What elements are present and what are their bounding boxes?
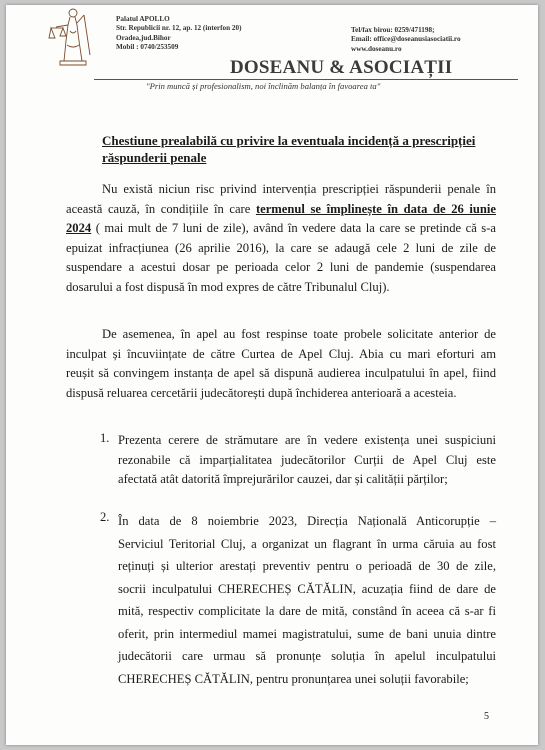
paragraph-line: De asemenea, în apel au fost respinse toate probele solicitate anterior de: [102, 327, 496, 341]
paragraph-line: [66, 200, 496, 220]
firm-name: DOSEANU & ASOCIAȚII: [230, 57, 453, 78]
paragraph-line: inculpat și încuviințate de către Curtea de Apel Cluj. Abia cu mari eforturi am: [66, 346, 496, 361]
address-line: Mobil : 0740/253509: [116, 43, 179, 52]
list-item-line: mită, respectiv complicitate la dare de mită, constând în aceea că s-ar fi: [118, 604, 496, 618]
list-item-2: [118, 510, 496, 690]
list-item-line: rezonabile că imparțialitatea judecătorilor Curții de Apel Cluj este: [118, 452, 496, 467]
list-item-line: În data de 8 noiembrie 2023, Direcția Națională Anticorupție –: [118, 514, 496, 528]
letterhead-address: [116, 15, 241, 53]
paragraph-prescription: [66, 180, 496, 298]
justice-logo: [48, 5, 94, 67]
address-line: Oradea,jud.Bihor: [116, 33, 171, 42]
section-title: [102, 132, 502, 166]
address-line: Palatul APOLLO: [116, 15, 170, 23]
list-item-line: Serviciul Teritorial Cluj, a organizat un flagrant în urma căruia au fost: [118, 536, 496, 551]
list-item-line: [118, 578, 496, 601]
text-run: această cauză, în condițiile în care: [66, 201, 256, 216]
firm-motto: "Prin muncă și profesionalism, noi înclinăm balanța în favoarea ta": [146, 81, 381, 91]
list-item-line: judecătorii care urmau să pronunțe soluția în apelul inculpatului: [118, 649, 496, 663]
contact-phone: Tel/fax birou: 0259/471198;: [351, 26, 435, 34]
list-number: 1.: [100, 431, 110, 445]
letterhead-divider: [94, 79, 518, 80]
list-item-line: reținuți și ulterior arestați preventiv pentru o perioadă de 30 de zile,: [118, 559, 496, 573]
list-item-line: Prezenta cerere de strămutare are în vedere existența unei suspiciuni: [118, 433, 496, 447]
paragraph-line: [66, 219, 496, 239]
paragraph-line: dispusă reluarea cercetării judecătorești după închiderea anterioară a acesteia.: [66, 385, 457, 400]
list-number: 2.: [100, 510, 110, 524]
paragraph-appeal: [66, 325, 496, 403]
paragraph-line: suspendare a acestui dosar pe perioada celor 2 luni de pandemie (suspendarea: [66, 260, 496, 275]
text-run: socrii inculpatului: [118, 581, 219, 596]
paragraph-line: dosarului a fost dispusă în mod expres de către Tribunalul Cluj).: [66, 279, 390, 294]
paragraph-line: reușit să convingem instanța de apel să dispună audierea inculpatului în apel, fiind: [66, 366, 496, 381]
letterhead-contact: [351, 26, 461, 54]
list-item-1: [118, 431, 496, 490]
paragraph-line: Nu există niciun risc privind intervenția prescripției răspunderii penale în: [102, 182, 496, 196]
contact-website: www.doseanu.ro: [351, 44, 402, 53]
text-run: , acuzația fiind de dare de: [352, 581, 496, 596]
defendant-name: CHERECHEȘ CĂTĂLIN: [218, 581, 353, 596]
text-run: ( mai mult de 7 luni de zile), având în vedere data la care se pretinde că s-a: [91, 221, 496, 236]
deadline-year: 2024: [66, 221, 92, 236]
contact-email: Email: office@doseanusiasociatii.ro: [351, 35, 461, 44]
paragraph-line: epuizat infracțiunea (26 aprilie 2016), la care se adaugă cele 2 luni de zile de: [66, 240, 496, 255]
address-line: Str. Republicii nr. 12, ap. 12 (interfon 20): [116, 24, 242, 33]
deadline-emphasis: termenul se împlinește în data de 26 iunie: [255, 201, 496, 216]
page-number: 5: [484, 711, 489, 722]
list-item-line: CHERECHEȘ CĂTĂLIN, pentru pronunțarea unei soluții favorabile;: [118, 671, 469, 686]
list-item-line: oferit, prin intermediul mamei magistratului, sume de bani unuia dintre: [118, 626, 496, 641]
title-line: Chestiune prealabilă cu privire la eventuala incidență a prescripției: [102, 133, 476, 148]
list-item-line: afectată atât datorită împrejurărilor cauzei, dar și calității părților;: [118, 472, 448, 487]
title-line: răspunderii penale: [102, 150, 207, 165]
document-page: [6, 5, 538, 745]
